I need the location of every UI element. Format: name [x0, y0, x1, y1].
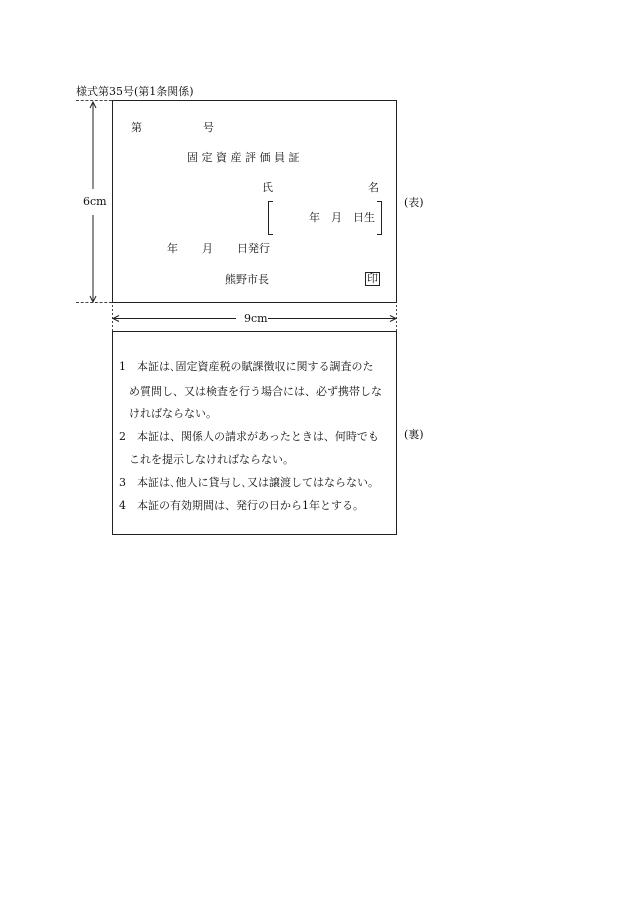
bracket-left [268, 201, 273, 235]
seal-mark: 印 [367, 272, 378, 285]
back-line-6: 3 本証は､他人に貸与し､又は譲渡してはならない。 [119, 476, 379, 489]
issuer: 熊野市長 [225, 273, 269, 286]
bracket-right [377, 201, 382, 235]
height-label: 6cm [83, 195, 107, 208]
form-label: 様式第35号(第1条関係) [76, 85, 194, 98]
birth-date: 年 月 日生 [309, 211, 375, 224]
back-line-1: 1 本証は､固定資産税の賦課徴収に関する調査のた [119, 360, 374, 373]
number-suffix: 号 [203, 121, 214, 134]
back-line-3: ければならない。 [129, 407, 217, 420]
name-prefix: 氏 [262, 181, 273, 194]
card-back [112, 331, 397, 535]
back-line-7: 4 本証の有効期間は、発行の日から1年とする。 [119, 499, 364, 512]
card-front [112, 100, 397, 303]
card-title: 固 定 資 産 評 価 員 証 [187, 151, 300, 164]
issue-year: 年 [167, 242, 178, 255]
name-suffix: 名 [368, 181, 379, 194]
back-line-5: これを提示しなければならない。 [129, 453, 294, 466]
issue-month: 月 [202, 242, 213, 255]
back-side-label: (裏) [404, 428, 424, 441]
back-line-4: 2 本証は、関係人の請求があったときは、何時でも [119, 430, 379, 443]
front-side-label: (表) [404, 196, 424, 209]
number-prefix: 第 [131, 121, 142, 134]
back-line-2: め質問し、又は検査を行う場合には、必ず携帯しな [129, 385, 382, 398]
issue-day: 日発行 [237, 242, 270, 255]
width-label: 9cm [244, 312, 268, 325]
